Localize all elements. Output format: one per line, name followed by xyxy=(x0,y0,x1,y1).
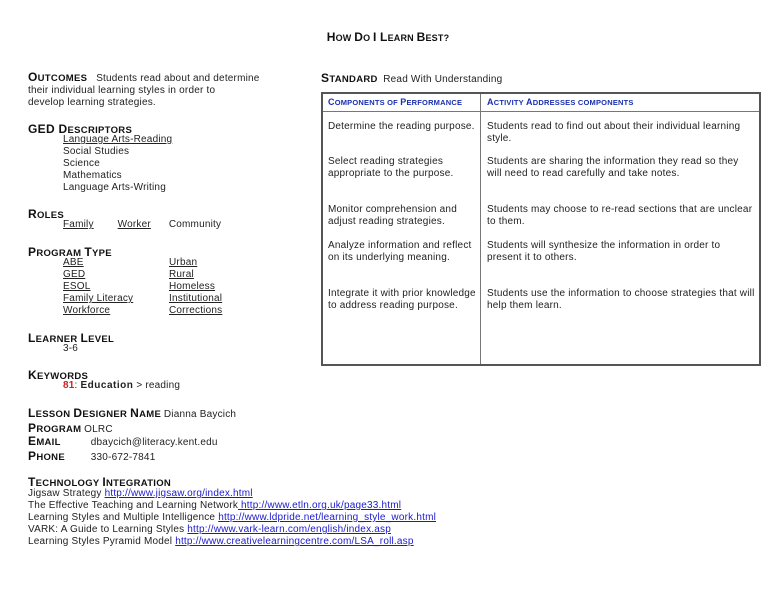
outcomes-line-2: their individual learning styles in order to xyxy=(28,85,216,96)
learner-level-heading: LEARNER LEVEL xyxy=(28,331,115,345)
phone-value: 330-672-7841 xyxy=(90,452,156,463)
program-type-heading: PROGRAM TYPE xyxy=(28,245,112,259)
keyword-category: Education xyxy=(80,380,134,391)
tech-link-vark[interactable]: http://www.vark-learn.com/english/index.asp xyxy=(187,524,391,535)
outcomes-heading: OUTCOMES xyxy=(28,70,88,84)
tech-item xyxy=(28,500,436,512)
email-label: EMAIL xyxy=(28,434,61,448)
keyword-separator: : xyxy=(74,380,78,391)
tech-item xyxy=(28,524,436,536)
lesson-designer-row xyxy=(28,406,236,421)
program-type-right-column xyxy=(169,257,222,317)
table-row-3-component: Monitor comprehension and adjust reading strategies. xyxy=(328,204,457,227)
table-row-1-activity: Students read to find out about their individual learning style. xyxy=(487,121,741,144)
header-components-of-performance: COMPONENTS OF PERFORMANCE xyxy=(328,97,463,107)
keyword-term: reading xyxy=(145,380,181,391)
roles-list xyxy=(63,219,221,231)
keywords-heading: KEYWORDS xyxy=(28,368,89,382)
tech-link-creative-learning[interactable]: http://www.creativelearningcentre.com/LSA_roll.asp xyxy=(175,536,414,547)
program-label: PROGRAM xyxy=(28,421,82,435)
program-ged[interactable]: GED xyxy=(63,269,86,280)
program-abe[interactable]: ABE xyxy=(63,257,84,268)
role-worker[interactable]: Worker xyxy=(117,219,151,230)
table-row-1-component: Determine the reading purpose. xyxy=(328,121,475,132)
table-row-3-activity: Students may choose to re-read sections that are unclear to them. xyxy=(487,204,753,227)
learner-level-value: 3-6 xyxy=(63,343,79,354)
program-type-left-column xyxy=(63,257,133,317)
phone-row xyxy=(28,449,155,464)
standard-label: STANDARD xyxy=(321,71,378,85)
keywords-line xyxy=(63,380,180,392)
program-urban[interactable]: Urban xyxy=(169,257,198,268)
phone-label: PHONE xyxy=(28,449,65,463)
document-title: HOW DO I LEARN BEST? xyxy=(326,30,450,44)
program-homeless[interactable]: Homeless xyxy=(169,281,216,292)
technology-heading: TECHNOLOGY INTEGRATION xyxy=(28,475,172,489)
program-esol[interactable]: ESOL xyxy=(63,281,91,292)
table-row-5-component: Integrate it with prior knowledge to address reading purpose. xyxy=(328,288,476,311)
email-value: dbaycich@literacy.kent.edu xyxy=(90,437,218,448)
program-institutional[interactable]: Institutional xyxy=(169,293,223,304)
roles-heading: ROLES xyxy=(28,207,65,221)
outcomes-line-1: Students read about and determine xyxy=(96,73,260,84)
tech-link-jigsaw[interactable]: http://www.jigsaw.org/index.html xyxy=(104,488,253,499)
role-community: Community xyxy=(168,219,222,230)
standard-value: Read With Understanding xyxy=(383,74,503,85)
ged-item-social-studies: Social Studies xyxy=(63,146,130,157)
table-row-4-activity: Students will synthesize the information in order to present it to others. xyxy=(487,240,721,263)
table-row-5-activity: Students use the information to choose strategies that will help them learn. xyxy=(487,288,755,311)
tech-link-ldpride[interactable]: http://www.ldpride.net/learning_style_work.html xyxy=(218,512,437,523)
ged-descriptors-list xyxy=(63,134,172,194)
tech-item-label: VARK: A Guide to Learning Styles xyxy=(28,524,188,535)
header-activity-addresses-components: ACTIVITY ADDRESSES COMPONENTS xyxy=(487,97,634,107)
tech-item-label: Learning Styles Pyramid Model xyxy=(28,536,176,547)
components-table xyxy=(321,92,761,366)
tech-item-label: Learning Styles and Multiple Intelligence xyxy=(28,512,219,523)
tech-link-etln[interactable]: http://www.etln.org.uk/page33.html xyxy=(238,500,402,511)
ged-descriptors-heading: GED DESCRIPTORS xyxy=(28,122,133,136)
program-workforce[interactable]: Workforce xyxy=(63,305,111,316)
program-corrections[interactable]: Corrections xyxy=(169,305,223,316)
outcomes-line-3: develop learning strategies. xyxy=(28,97,156,108)
ged-item-language-arts-reading[interactable]: Language Arts-Reading xyxy=(63,134,173,145)
tech-item xyxy=(28,488,436,500)
keyword-number: 81 xyxy=(63,380,75,391)
program-family-literacy[interactable]: Family Literacy xyxy=(63,293,134,304)
standard-row xyxy=(321,71,502,86)
tech-item xyxy=(28,536,436,548)
table-row-2-component: Select reading strategies appropriate to the purpose. xyxy=(328,156,454,179)
role-family[interactable]: Family xyxy=(63,219,94,230)
tech-item-label: The Effective Teaching and Learning Network xyxy=(28,500,239,511)
outcomes-section xyxy=(28,71,298,109)
ged-item-mathematics: Mathematics xyxy=(63,170,122,181)
column-divider xyxy=(480,94,481,364)
tech-item xyxy=(28,512,436,524)
ged-item-language-arts-writing: Language Arts-Writing xyxy=(63,182,166,193)
keyword-arrow: > xyxy=(136,380,143,391)
email-row xyxy=(28,434,218,449)
table-header-row xyxy=(323,94,759,112)
lesson-designer-value: Dianna Baycich xyxy=(163,409,237,420)
lesson-designer-label: LESSON DESIGNER NAME xyxy=(28,406,162,420)
program-value: OLRC xyxy=(84,424,113,435)
table-row-2-activity: Students are sharing the information they read so they will need to read carefully and take notes. xyxy=(487,156,739,179)
program-rural[interactable]: Rural xyxy=(169,269,194,280)
tech-item-label: Jigsaw Strategy xyxy=(28,488,105,499)
table-row-4-component: Analyze information and reflect on its underlying meaning. xyxy=(328,240,472,263)
technology-list xyxy=(28,488,436,548)
ged-item-science: Science xyxy=(63,158,100,169)
